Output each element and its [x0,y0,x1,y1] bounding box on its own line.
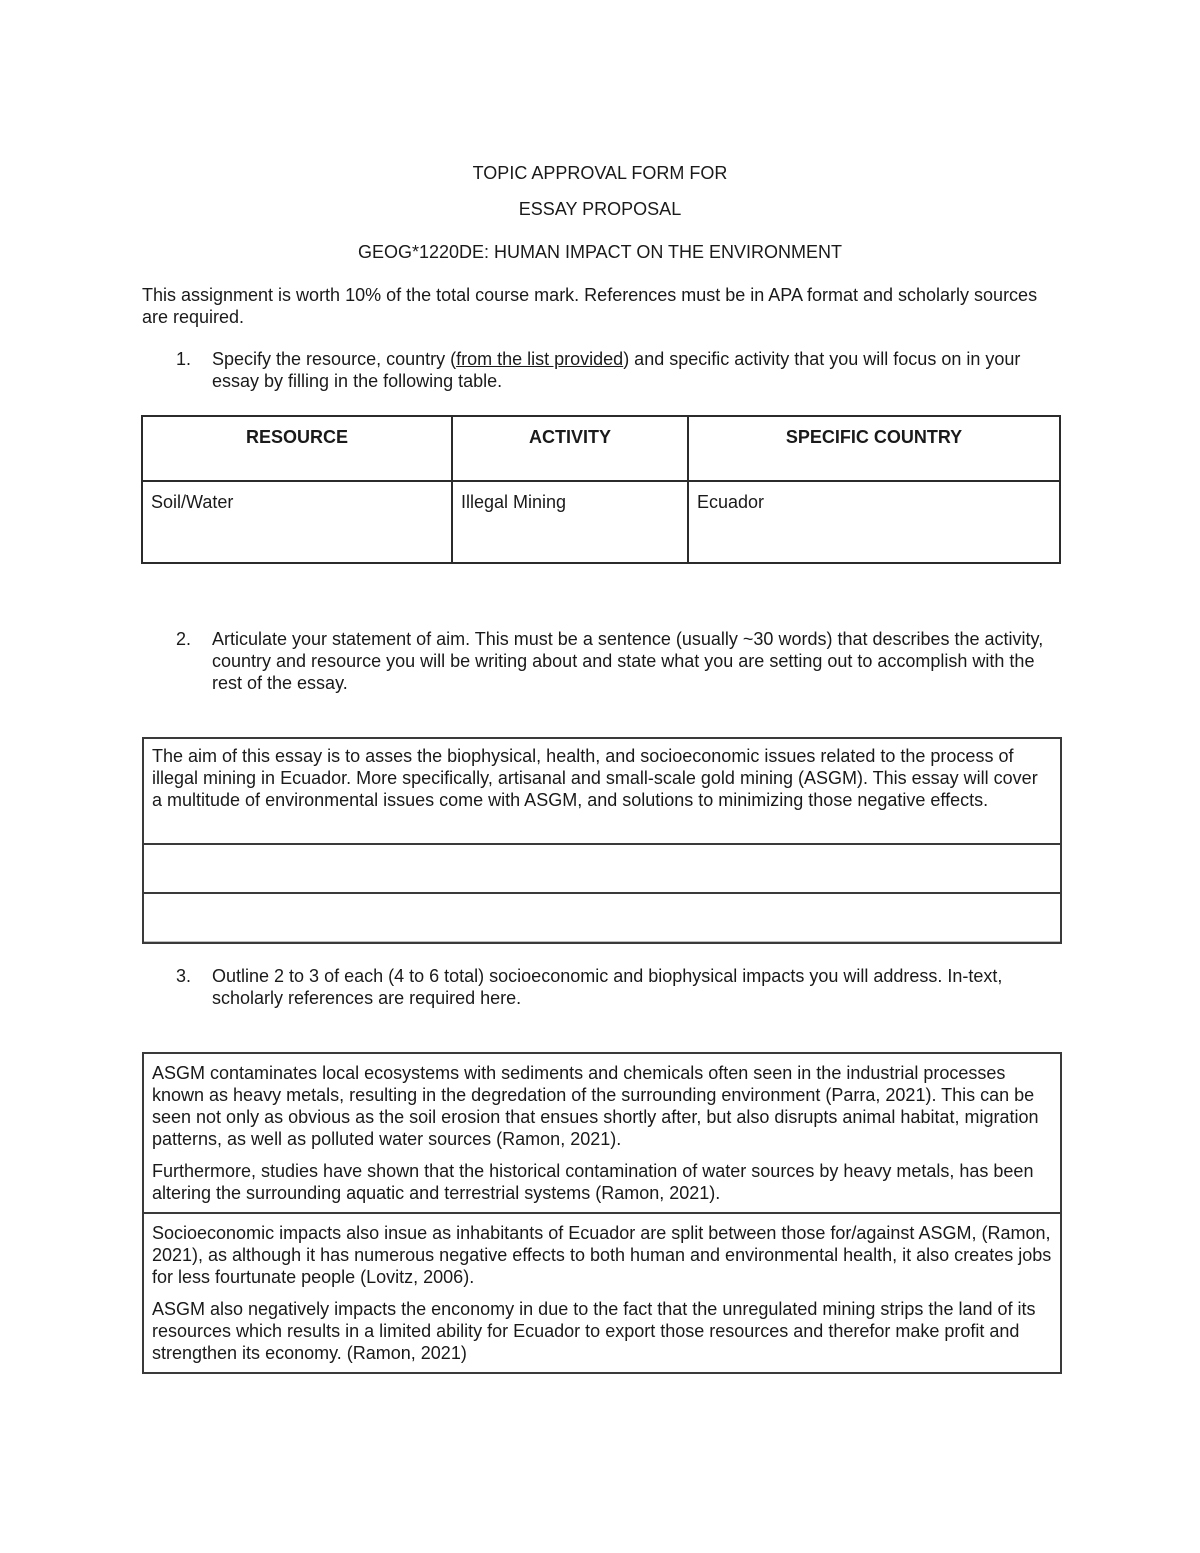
question-2 [176,628,1056,694]
header-activity: ACTIVITY [452,416,688,481]
question-number: 2. [176,629,192,649]
aim-empty-row[interactable] [144,843,1060,892]
socioeconomic-impacts[interactable] [144,1212,1060,1372]
impact-paragraph: Socioeconomic impacts also insue as inhabitants of Ecuador are split between those for/against ASGM, (Ramon, 2021), as although it has numerous negative effects to both human and environmental health, it also creates jobs for less fourtunate people (Lovitz, 2006). [152,1223,1052,1287]
topic-table [141,415,1061,564]
form-subtitle: ESSAY PROPOSAL [518,199,682,219]
table-header-row [142,416,1060,481]
question-text-part: Specify the resource, country ( [212,349,457,369]
biophysical-impacts[interactable] [144,1054,1060,1212]
aim-statement[interactable]: The aim of this essay is to asses the biophysical, health, and socioeconomic issues related to the process of illegal mining in Ecuador. More specifically, artisanal and small-scale gold mining (ASGM). This essay will cover a multitude of environmental issues come with ASGM, and solutions to minimizing those negative effects. [152,746,1038,810]
header-country: SPECIFIC COUNTRY [688,416,1060,481]
question-1 [176,348,1056,392]
list-provided-link[interactable]: from the list provided [456,349,624,369]
cell-resource[interactable]: Soil/Water [142,481,452,563]
impact-paragraph: Furthermore, studies have shown that the historical contamination of water sources by heavy metals, has been altering the surrounding aquatic and terrestrial systems (Ramon, 2021). [152,1161,1034,1203]
question-number: 3. [176,966,192,986]
question-text: Outline 2 to 3 of each (4 to 6 total) socioeconomic and biophysical impacts you will address. In-text, scholarly references are required here. [212,966,1003,1008]
aim-empty-row[interactable] [144,892,1060,942]
question-3 [176,965,1056,1009]
cell-activity[interactable]: Illegal Mining [452,481,688,563]
impact-paragraph: ASGM contaminates local ecosystems with sediments and chemicals often seen in the industrial processes known as heavy metals, resulting in the degredation of the surrounding environment (Parra, 2021). This can be seen not only as obvious as the soil erosion that ensues shortly after, but also disrupts animal habitat, migration patterns, as well as polluted water sources (Ramon, 2021). [152,1063,1039,1149]
cell-country[interactable]: Ecuador [688,481,1060,563]
question-text [212,348,1056,392]
question-text: Articulate your statement of aim. This must be a sentence (usually ~30 words) that describes the activity, country and resource you will be writing about and state what you are setting out to accomplish with the rest of the essay. [212,629,1044,693]
question-text-part: ) and specific activity that you will focus on in your essay by filling in the following table. [212,349,1021,391]
aim-box [142,737,1062,944]
impact-paragraph: ASGM also negatively impacts the enconomy in due to the fact that the unregulated mining strips the land of its resources which results in a limited ability for Ecuador to export those resources and therefor make profit and strengthen its economy. (Ramon, 2021) [152,1299,1036,1363]
question-number: 1. [176,349,192,369]
course-title: GEOG*1220DE: HUMAN IMPACT ON THE ENVIRONMENT [357,242,843,262]
intro-paragraph: This assignment is worth 10% of the total course mark. References must be in APA format and scholarly sources are required. [142,285,1038,327]
impacts-box [142,1052,1062,1374]
form-title: TOPIC APPROVAL FORM FOR [472,163,728,183]
header-resource: RESOURCE [142,416,452,481]
table-row [142,481,1060,563]
